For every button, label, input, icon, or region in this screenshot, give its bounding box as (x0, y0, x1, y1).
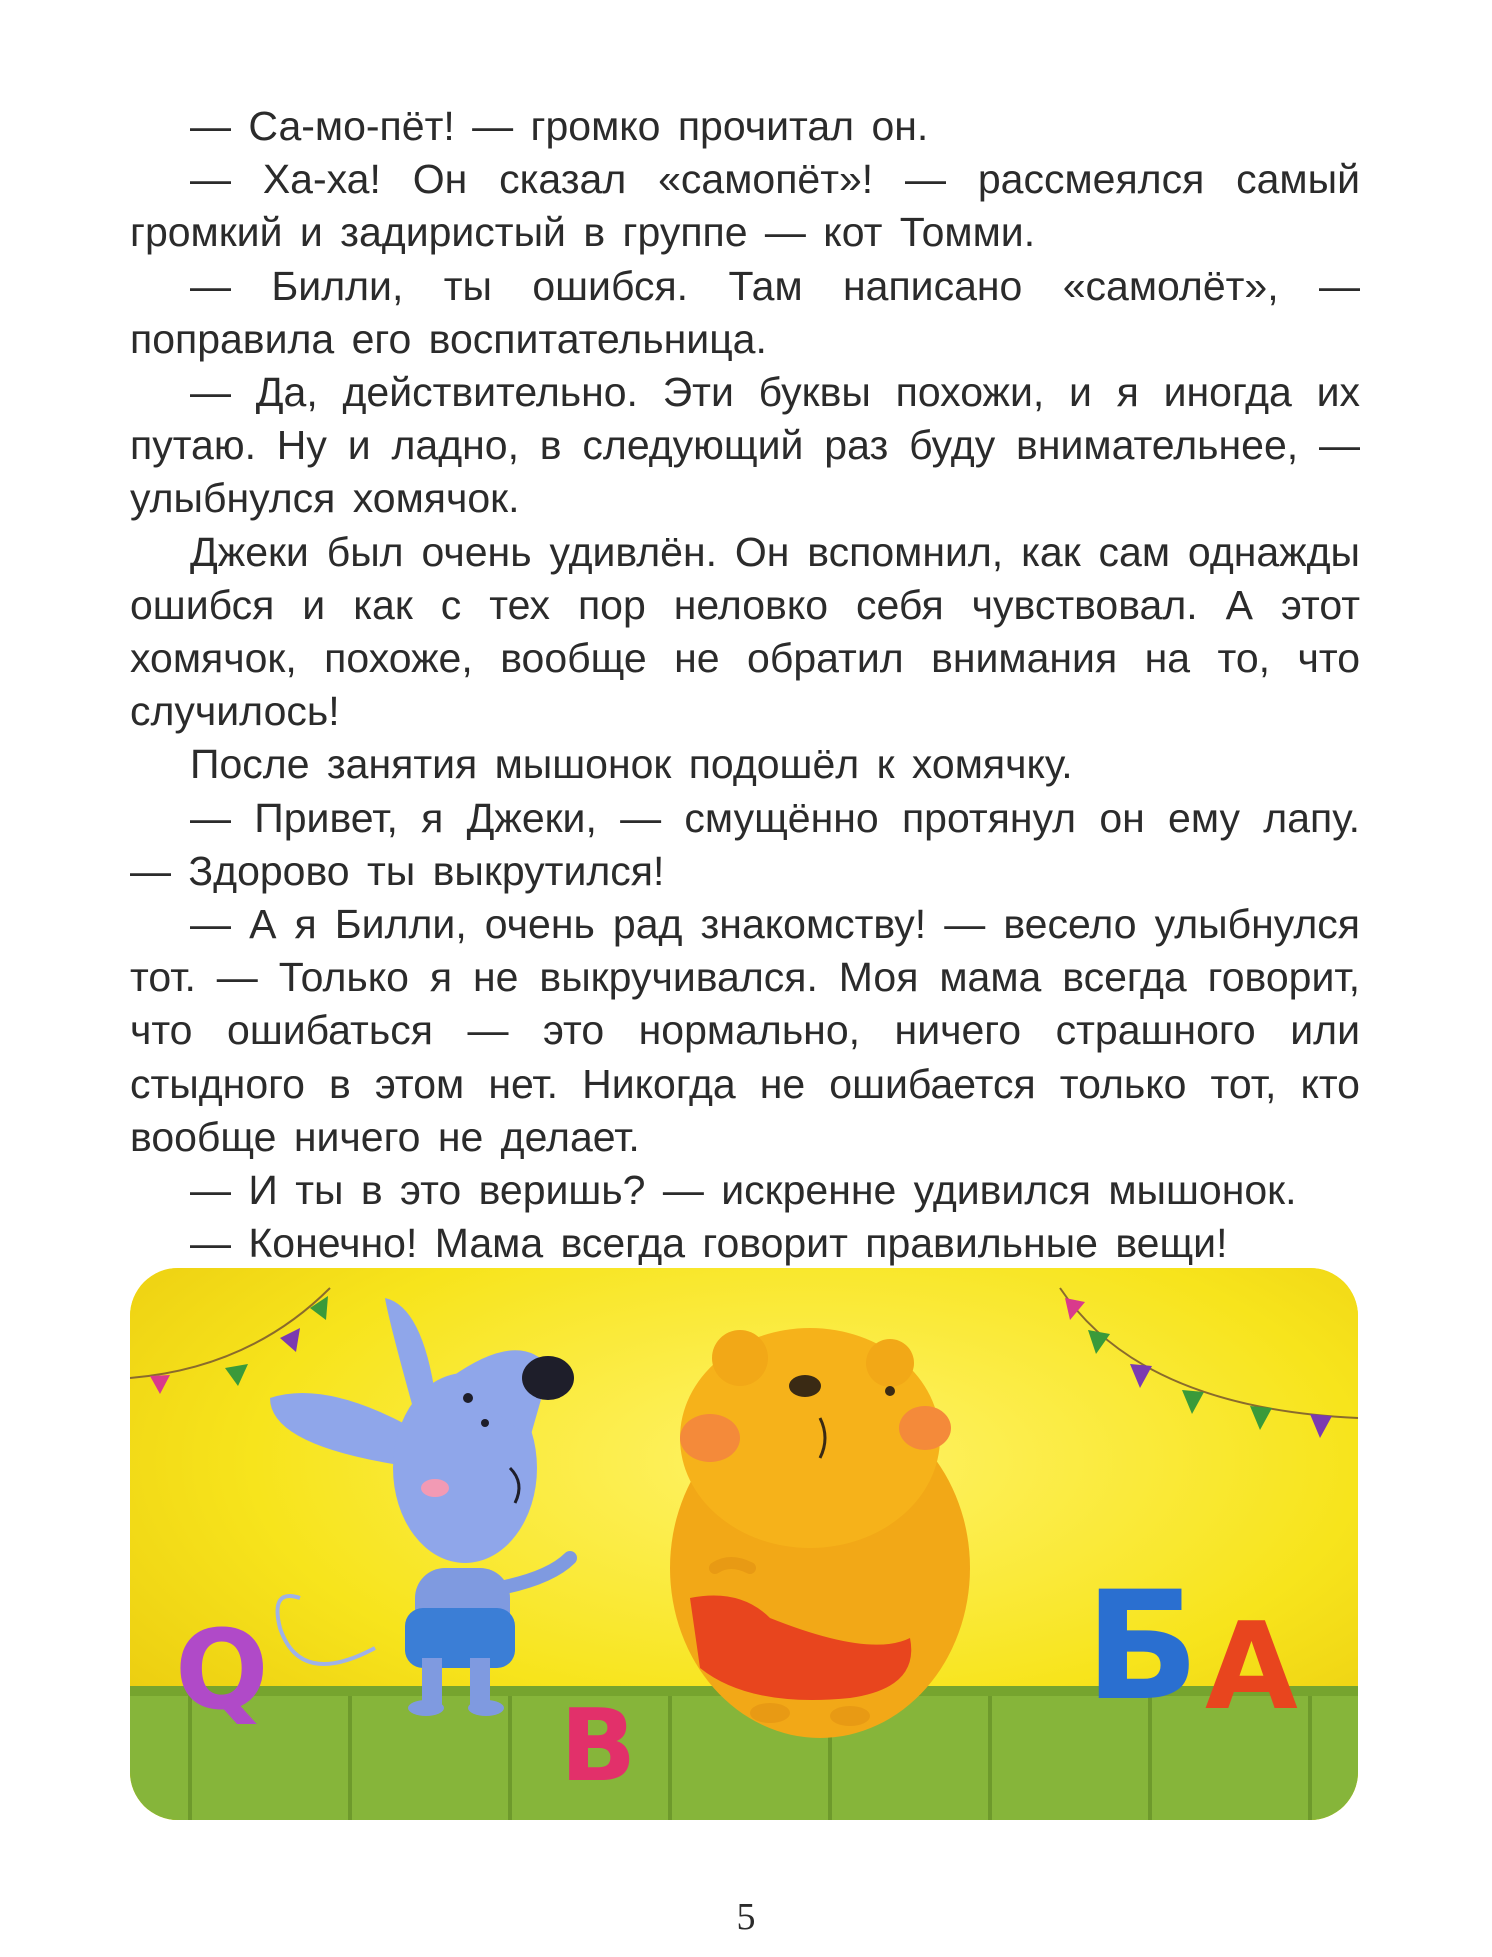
letter-block-be: Б (1085, 1560, 1200, 1734)
page-number: 5 (736, 1896, 756, 1938)
paragraph: — Са-мо-пёт! — громко прочитал он. (190, 103, 929, 149)
illustration-mouse-and-hamster (130, 1268, 1358, 1820)
letter-block-q: Q (175, 1606, 269, 1734)
paragraph: Джеки был очень удивлён. Он вспомнил, как сам однажды ошибся и как с тех пор неловко себя чувствовал. А этот хомячок, похоже, вообще не обратил внимания на то, что случилось! (130, 528, 1360, 735)
letter-block-b: B (560, 1687, 637, 1804)
paragraph: — Привет, я Джеки, — смущённо протянул он ему лапу. — Здорово ты выкрутился! (130, 794, 1360, 894)
story-text (130, 100, 1360, 1270)
paragraph: — Конечно! Мама всегда говорит правильные вещи! (190, 1220, 1228, 1267)
letter-block-a: А (1205, 1598, 1298, 1737)
paragraph: После занятия мышонок подошёл к хомячку. (190, 741, 1073, 788)
paragraph: — Ха-ха! Он сказал «самопёт»! — рассмеялся самый громкий и задиристый в группе — кот Томми. (130, 156, 1360, 256)
paragraph: — И ты в это веришь? — искренне удивился мышонок. (190, 1167, 1297, 1214)
hamster-character-icon (670, 1328, 970, 1738)
paragraph: — Билли, ты ошибся. Там написано «самолёт», — поправила его воспитательница. (130, 262, 1360, 362)
paragraph: — А я Билли, очень рад знакомству! — весело улыбнулся тот. — Только я не выкручивался. Моя мама всегда говорит, что ошибаться — это нормально, ничего страшного или стыдного в этом нет. Никогда не ошибается только тот, кто вообще ничего не делает. (130, 901, 1360, 1160)
paragraph: — Да, действительно. Эти буквы похожи, и я иногда их путаю. Ну и ладно, в следующий раз буду внимательнее, — улыбнулся хомячок. (130, 369, 1360, 522)
